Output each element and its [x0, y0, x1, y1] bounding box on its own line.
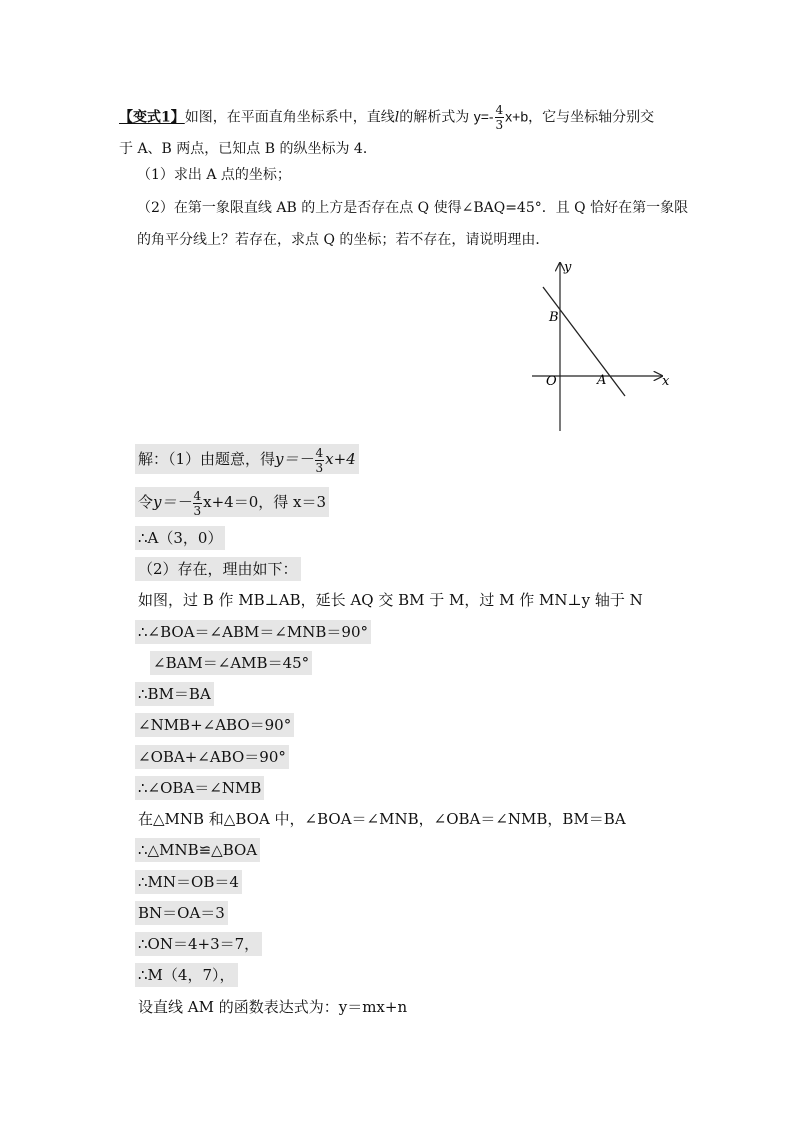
solution-line-2	[135, 487, 329, 517]
solution-line-4: （2）存在，理由如下：	[135, 557, 301, 581]
solution-line-9: ∠NMB+∠ABO＝90°	[135, 713, 294, 737]
solution-line-16: ∴ON＝4+3＝7，	[135, 932, 262, 956]
fraction-denominator: 3	[315, 460, 324, 475]
solution-1-eq: y＝－	[275, 450, 314, 468]
solution-line-10: ∠OBA+∠ABO＝90°	[135, 745, 289, 769]
solution-line-6: ∴∠BOA＝∠ABM＝∠MNB＝90°	[135, 620, 371, 644]
problem-intro-2: 的解析式为	[399, 109, 470, 126]
solution-line-11: ∴∠OBA＝∠NMB	[135, 776, 264, 800]
fraction-denominator: 3	[495, 118, 504, 132]
solution-2-eq: y＝－	[153, 493, 192, 511]
solution-2-fraction	[193, 490, 203, 517]
solution-line-12: 在△MNB 和△BOA 中，∠BOA＝∠MNB，∠OBA＝∠NMB，BM＝BA	[138, 810, 626, 828]
point-a-label: A	[597, 373, 607, 388]
fraction-numerator: 4	[193, 488, 202, 503]
solution-line-15: BN＝OA＝3	[135, 901, 228, 925]
solution-2-post: x+4＝0，得 x＝3	[203, 493, 327, 511]
solution-1-post: x+4	[325, 450, 356, 468]
question-1: （1）求出 A 点的坐标；	[137, 167, 291, 183]
problem-line-1	[119, 104, 654, 131]
solution-line-1	[135, 444, 359, 474]
problem-line-2: 于 A、B 两点，已知点 B 的纵坐标为 4．	[119, 141, 377, 157]
solution-line-14: ∴MN＝OB＝4	[135, 870, 242, 894]
question-2-line-2: 的角平分线上？若存在，求点 Q 的坐标；若不存在，请说明理由．	[137, 232, 550, 248]
solution-line-3: ∴A（3，0）	[135, 526, 225, 550]
origin-label: O	[546, 374, 557, 389]
fraction-numerator: 4	[495, 103, 504, 117]
problem-intro-3: ，它与坐标轴分别交	[528, 109, 655, 126]
problem-intro-1: 如图，在平面直角坐标系中，直线	[184, 109, 395, 126]
solution-1-fraction	[315, 447, 325, 474]
solution-line-17: ∴M（4，7），	[135, 963, 238, 987]
y-axis-label: y	[564, 260, 572, 275]
fraction-numerator: 4	[315, 445, 324, 460]
problem-tag: 【变式1】	[119, 109, 185, 126]
solution-2-pre: 令	[138, 493, 154, 511]
equation-fraction	[495, 104, 505, 131]
solution-line-5: 如图，过 B 作 MB⊥AB，延长 AQ 交 BM 于 M，过 M 作 MN⊥y 轴于 N	[138, 591, 643, 609]
equation-lhs: y=-	[473, 108, 494, 125]
x-axis-label: x	[662, 374, 670, 389]
fraction-denominator: 3	[193, 503, 202, 518]
equation-rhs: x+b	[505, 108, 529, 125]
question-2-line-1: （2）在第一象限直线 AB 的上方是否存在点 Q 使得∠BAQ=45°．且 Q 恰好在第一象限	[137, 200, 689, 216]
coordinate-graph	[528, 255, 678, 435]
point-b-label: B	[549, 310, 559, 325]
solution-line-13: ∴△MNB≌△BOA	[135, 838, 260, 862]
solution-line-8: ∴BM＝BA	[135, 682, 214, 706]
solution-line-18: 设直线 AM 的函数表达式为：y＝mx+n	[138, 998, 408, 1016]
solution-1-pre: 解：（1）由题意，得	[138, 450, 276, 468]
solution-line-7: ∠BAM＝∠AMB＝45°	[150, 651, 312, 675]
line-variable: l	[394, 109, 400, 126]
